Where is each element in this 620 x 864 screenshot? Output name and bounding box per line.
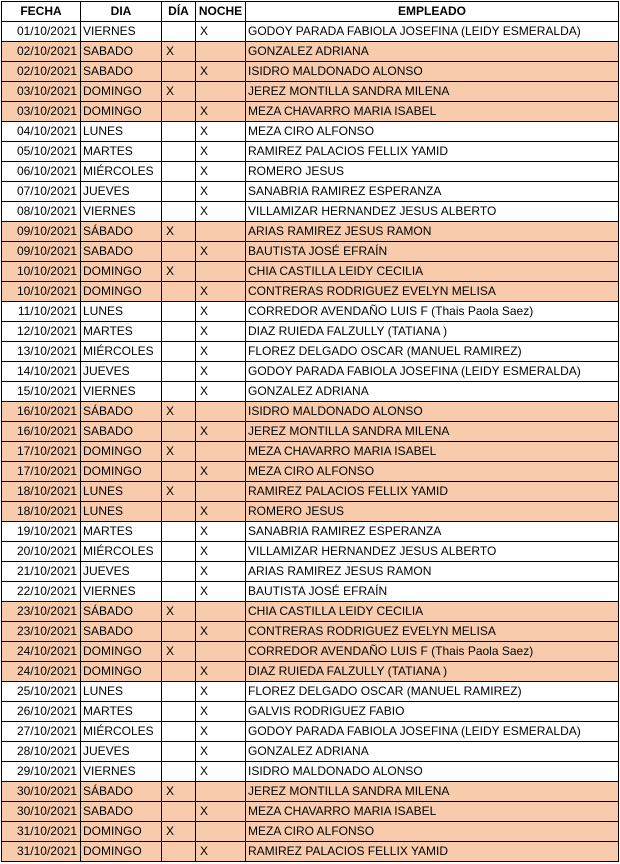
table-row [2, 462, 619, 482]
cell-noche [196, 442, 246, 462]
cell-dia: SABADO [81, 42, 162, 62]
table-row [2, 242, 619, 262]
cell-fecha: 15/10/2021 [2, 382, 81, 402]
cell-fecha: 17/10/2021 [2, 462, 81, 482]
table-row [2, 822, 619, 842]
cell-noche: X [196, 282, 246, 302]
table-row [2, 382, 619, 402]
table-row [2, 442, 619, 462]
cell-dia-turno [162, 182, 196, 202]
cell-empleado: MEZA CIRO ALFONSO [246, 122, 619, 142]
cell-fecha: 05/10/2021 [2, 142, 81, 162]
cell-fecha: 02/10/2021 [2, 42, 81, 62]
cell-empleado: ARIAS RAMIREZ JESUS RAMON [246, 222, 619, 242]
cell-fecha: 19/10/2021 [2, 522, 81, 542]
table-row [2, 322, 619, 342]
table-row [2, 122, 619, 142]
cell-noche [196, 642, 246, 662]
cell-dia: DOMINGO [81, 262, 162, 282]
cell-noche: X [196, 582, 246, 602]
cell-noche: X [196, 682, 246, 702]
cell-noche [196, 822, 246, 842]
cell-dia: DOMINGO [81, 82, 162, 102]
cell-fecha: 17/10/2021 [2, 442, 81, 462]
cell-dia: MARTES [81, 522, 162, 542]
cell-fecha: 26/10/2021 [2, 702, 81, 722]
cell-fecha: 23/10/2021 [2, 602, 81, 622]
cell-fecha: 04/10/2021 [2, 122, 81, 142]
cell-fecha: 18/10/2021 [2, 502, 81, 522]
cell-noche: X [196, 662, 246, 682]
table-row [2, 662, 619, 682]
cell-dia-turno [162, 582, 196, 602]
cell-dia-turno [162, 682, 196, 702]
cell-dia: SÁBADO [81, 222, 162, 242]
cell-noche: X [196, 842, 246, 862]
cell-fecha: 16/10/2021 [2, 402, 81, 422]
table-row [2, 142, 619, 162]
cell-empleado: FLOREZ DELGADO OSCAR (MANUEL RAMIREZ) [246, 682, 619, 702]
cell-dia-turno: X [162, 442, 196, 462]
cell-dia-turno [162, 562, 196, 582]
cell-dia: VIERNES [81, 762, 162, 782]
cell-dia-turno [162, 802, 196, 822]
cell-empleado: BAUTISTA JOSÉ EFRAÍN [246, 582, 619, 602]
cell-dia: MARTES [81, 322, 162, 342]
cell-dia-turno: X [162, 782, 196, 802]
table-row [2, 622, 619, 642]
header-dia: DIA [81, 2, 162, 22]
cell-noche: X [196, 362, 246, 382]
cell-empleado: ISIDRO MALDONADO ALONSO [246, 762, 619, 782]
cell-fecha: 09/10/2021 [2, 222, 81, 242]
header-row [2, 2, 619, 22]
cell-dia: DOMINGO [81, 662, 162, 682]
cell-fecha: 30/10/2021 [2, 802, 81, 822]
cell-fecha: 31/10/2021 [2, 822, 81, 842]
cell-noche: X [196, 182, 246, 202]
table-row [2, 682, 619, 702]
cell-empleado: GONZALEZ ADRIANA [246, 382, 619, 402]
cell-fecha: 10/10/2021 [2, 262, 81, 282]
cell-dia: VIERNES [81, 382, 162, 402]
table-row [2, 562, 619, 582]
cell-dia: SÁBADO [81, 602, 162, 622]
cell-fecha: 03/10/2021 [2, 82, 81, 102]
cell-empleado: ARIAS RAMIREZ JESUS RAMON [246, 562, 619, 582]
cell-dia: SABADO [81, 422, 162, 442]
cell-fecha: 03/10/2021 [2, 102, 81, 122]
cell-empleado: MEZA CIRO ALFONSO [246, 462, 619, 482]
cell-empleado: DIAZ RUIEDA FALZULLY (TATIANA ) [246, 662, 619, 682]
table-row [2, 42, 619, 62]
cell-noche: X [196, 22, 246, 42]
cell-noche: X [196, 722, 246, 742]
cell-dia-turno: X [162, 822, 196, 842]
cell-dia: MIÉRCOLES [81, 722, 162, 742]
cell-dia: LUNES [81, 682, 162, 702]
cell-noche [196, 782, 246, 802]
cell-dia: SABADO [81, 622, 162, 642]
cell-dia-turno [162, 362, 196, 382]
header-empleado: EMPLEADO [246, 2, 619, 22]
table-row [2, 102, 619, 122]
cell-dia: JUEVES [81, 362, 162, 382]
cell-dia: VIERNES [81, 202, 162, 222]
table-row [2, 362, 619, 382]
cell-dia-turno [162, 542, 196, 562]
cell-fecha: 11/10/2021 [2, 302, 81, 322]
cell-noche: X [196, 102, 246, 122]
cell-dia: SÁBADO [81, 782, 162, 802]
cell-fecha: 10/10/2021 [2, 282, 81, 302]
table-row [2, 202, 619, 222]
cell-fecha: 20/10/2021 [2, 542, 81, 562]
schedule-body [2, 22, 619, 862]
cell-noche: X [196, 142, 246, 162]
cell-fecha: 01/10/2021 [2, 22, 81, 42]
cell-fecha: 28/10/2021 [2, 742, 81, 762]
cell-dia-turno [162, 622, 196, 642]
cell-dia: DOMINGO [81, 442, 162, 462]
cell-fecha: 22/10/2021 [2, 582, 81, 602]
table-row [2, 82, 619, 102]
cell-dia-turno [162, 722, 196, 742]
cell-noche: X [196, 162, 246, 182]
schedule-table [1, 1, 619, 862]
cell-dia-turno: X [162, 402, 196, 422]
cell-fecha: 24/10/2021 [2, 662, 81, 682]
cell-noche: X [196, 422, 246, 442]
table-row [2, 542, 619, 562]
cell-dia: VIERNES [81, 22, 162, 42]
cell-dia-turno: X [162, 222, 196, 242]
header-fecha: FECHA [2, 2, 81, 22]
cell-fecha: 12/10/2021 [2, 322, 81, 342]
cell-noche: X [196, 342, 246, 362]
cell-fecha: 14/10/2021 [2, 362, 81, 382]
table-row [2, 262, 619, 282]
cell-empleado: GALVIS RODRIGUEZ FABIO [246, 702, 619, 722]
cell-fecha: 24/10/2021 [2, 642, 81, 662]
cell-noche [196, 82, 246, 102]
cell-noche: X [196, 702, 246, 722]
cell-noche: X [196, 322, 246, 342]
cell-dia-turno: X [162, 262, 196, 282]
cell-fecha: 21/10/2021 [2, 562, 81, 582]
cell-noche [196, 482, 246, 502]
cell-dia: JUEVES [81, 182, 162, 202]
cell-fecha: 27/10/2021 [2, 722, 81, 742]
cell-empleado: ISIDRO MALDONADO ALONSO [246, 62, 619, 82]
cell-fecha: 31/10/2021 [2, 842, 81, 862]
cell-dia-turno [162, 22, 196, 42]
table-row [2, 722, 619, 742]
cell-dia: DOMINGO [81, 842, 162, 862]
cell-empleado: SANABRIA RAMIREZ ESPERANZA [246, 182, 619, 202]
cell-dia-turno [162, 702, 196, 722]
cell-noche: X [196, 502, 246, 522]
table-row [2, 22, 619, 42]
table-row [2, 762, 619, 782]
cell-dia: LUNES [81, 122, 162, 142]
cell-dia-turno: X [162, 482, 196, 502]
cell-dia: VIERNES [81, 582, 162, 602]
table-row [2, 302, 619, 322]
cell-dia-turno [162, 742, 196, 762]
cell-empleado: MEZA CHAVARRO MARIA ISABEL [246, 102, 619, 122]
cell-dia: MIÉRCOLES [81, 162, 162, 182]
cell-dia-turno: X [162, 642, 196, 662]
cell-dia-turno [162, 142, 196, 162]
cell-noche [196, 402, 246, 422]
cell-dia-turno [162, 122, 196, 142]
cell-dia: DOMINGO [81, 282, 162, 302]
cell-noche [196, 262, 246, 282]
cell-dia: LUNES [81, 302, 162, 322]
table-row [2, 482, 619, 502]
table-row [2, 602, 619, 622]
cell-dia: DOMINGO [81, 462, 162, 482]
cell-dia-turno [162, 762, 196, 782]
cell-noche: X [196, 762, 246, 782]
cell-empleado: MEZA CHAVARRO MARIA ISABEL [246, 442, 619, 462]
cell-dia-turno [162, 842, 196, 862]
cell-dia-turno: X [162, 602, 196, 622]
cell-dia-turno [162, 162, 196, 182]
cell-fecha: 07/10/2021 [2, 182, 81, 202]
cell-noche: X [196, 562, 246, 582]
cell-noche: X [196, 302, 246, 322]
table-row [2, 282, 619, 302]
cell-empleado: GODOY PARADA FABIOLA JOSEFINA (LEIDY ESMERALDA) [246, 22, 619, 42]
table-row [2, 62, 619, 82]
cell-noche [196, 42, 246, 62]
cell-noche: X [196, 382, 246, 402]
cell-empleado: CORREDOR AVENDAÑO LUIS F (Thais Paola Saez) [246, 642, 619, 662]
cell-empleado: VILLAMIZAR HERNANDEZ JESUS ALBERTO [246, 202, 619, 222]
cell-empleado: DIAZ RUIEDA FALZULLY (TATIANA ) [246, 322, 619, 342]
cell-dia-turno [162, 522, 196, 542]
cell-fecha: 02/10/2021 [2, 62, 81, 82]
cell-fecha: 30/10/2021 [2, 782, 81, 802]
cell-dia: SÁBADO [81, 402, 162, 422]
header-dia-turno: DÍA [162, 2, 196, 22]
cell-dia-turno: X [162, 42, 196, 62]
cell-empleado: CONTRERAS RODRIGUEZ EVELYN MELISA [246, 622, 619, 642]
cell-dia-turno [162, 202, 196, 222]
cell-dia-turno [162, 662, 196, 682]
cell-empleado: GODOY PARADA FABIOLA JOSEFINA (LEIDY ESMERALDA) [246, 722, 619, 742]
table-row [2, 402, 619, 422]
cell-dia: MARTES [81, 702, 162, 722]
cell-noche [196, 602, 246, 622]
cell-noche: X [196, 62, 246, 82]
cell-noche [196, 222, 246, 242]
cell-empleado: RAMIREZ PALACIOS FELLIX YAMID [246, 842, 619, 862]
cell-empleado: FLOREZ DELGADO OSCAR (MANUEL RAMIREZ) [246, 342, 619, 362]
table-row [2, 342, 619, 362]
cell-dia: LUNES [81, 482, 162, 502]
table-row [2, 802, 619, 822]
table-row [2, 502, 619, 522]
cell-noche: X [196, 242, 246, 262]
table-row [2, 182, 619, 202]
cell-noche: X [196, 522, 246, 542]
cell-dia-turno [162, 322, 196, 342]
cell-dia: DOMINGO [81, 822, 162, 842]
table-row [2, 782, 619, 802]
cell-fecha: 25/10/2021 [2, 682, 81, 702]
cell-dia: SABADO [81, 62, 162, 82]
cell-dia-turno [162, 502, 196, 522]
cell-dia-turno [162, 382, 196, 402]
cell-empleado: JEREZ MONTILLA SANDRA MILENA [246, 782, 619, 802]
cell-empleado: CONTRERAS RODRIGUEZ EVELYN MELISA [246, 282, 619, 302]
cell-dia: JUEVES [81, 562, 162, 582]
cell-dia-turno: X [162, 82, 196, 102]
cell-empleado: SANABRIA RAMIREZ ESPERANZA [246, 522, 619, 542]
cell-empleado: MEZA CHAVARRO MARIA ISABEL [246, 802, 619, 822]
cell-noche: X [196, 622, 246, 642]
cell-dia: MARTES [81, 142, 162, 162]
table-row [2, 222, 619, 242]
cell-empleado: ISIDRO MALDONADO ALONSO [246, 402, 619, 422]
cell-noche: X [196, 202, 246, 222]
cell-empleado: VILLAMIZAR HERNANDEZ JESUS ALBERTO [246, 542, 619, 562]
cell-dia: MIÉRCOLES [81, 542, 162, 562]
cell-dia-turno [162, 282, 196, 302]
cell-fecha: 23/10/2021 [2, 622, 81, 642]
cell-empleado: JEREZ MONTILLA SANDRA MILENA [246, 82, 619, 102]
cell-empleado: CHIA CASTILLA LEIDY CECILIA [246, 262, 619, 282]
cell-fecha: 08/10/2021 [2, 202, 81, 222]
cell-empleado: ROMERO JESUS [246, 162, 619, 182]
cell-empleado: JEREZ MONTILLA SANDRA MILENA [246, 422, 619, 442]
cell-dia: SABADO [81, 802, 162, 822]
cell-dia: LUNES [81, 502, 162, 522]
cell-empleado: GONZALEZ ADRIANA [246, 742, 619, 762]
cell-empleado: GODOY PARADA FABIOLA JOSEFINA (LEIDY ESMERALDA) [246, 362, 619, 382]
cell-dia: MIÉRCOLES [81, 342, 162, 362]
table-row [2, 642, 619, 662]
table-row [2, 702, 619, 722]
cell-fecha: 06/10/2021 [2, 162, 81, 182]
cell-dia: JUEVES [81, 742, 162, 762]
cell-noche: X [196, 462, 246, 482]
cell-dia: DOMINGO [81, 102, 162, 122]
cell-empleado: GONZALEZ ADRIANA [246, 42, 619, 62]
table-row [2, 582, 619, 602]
cell-fecha: 16/10/2021 [2, 422, 81, 442]
table-row [2, 522, 619, 542]
cell-empleado: RAMIREZ PALACIOS FELLIX YAMID [246, 142, 619, 162]
cell-dia-turno [162, 242, 196, 262]
cell-empleado: MEZA CIRO ALFONSO [246, 822, 619, 842]
cell-dia-turno [162, 342, 196, 362]
table-row [2, 422, 619, 442]
cell-dia-turno [162, 422, 196, 442]
cell-noche: X [196, 122, 246, 142]
cell-fecha: 13/10/2021 [2, 342, 81, 362]
cell-fecha: 09/10/2021 [2, 242, 81, 262]
cell-empleado: ROMERO JESUS [246, 502, 619, 522]
table-row [2, 842, 619, 862]
cell-dia: DOMINGO [81, 642, 162, 662]
cell-dia-turno [162, 62, 196, 82]
cell-noche: X [196, 542, 246, 562]
cell-empleado: BAUTISTA JOSÉ EFRAÍN [246, 242, 619, 262]
cell-noche: X [196, 802, 246, 822]
header-noche: NOCHE [196, 2, 246, 22]
cell-dia-turno [162, 462, 196, 482]
table-row [2, 162, 619, 182]
cell-dia-turno [162, 302, 196, 322]
cell-fecha: 18/10/2021 [2, 482, 81, 502]
cell-empleado: CHIA CASTILLA LEIDY CECILIA [246, 602, 619, 622]
cell-dia: SABADO [81, 242, 162, 262]
cell-empleado: CORREDOR AVENDAÑO LUIS F (Thais Paola Saez) [246, 302, 619, 322]
cell-dia-turno [162, 102, 196, 122]
cell-noche: X [196, 742, 246, 762]
cell-fecha: 29/10/2021 [2, 762, 81, 782]
table-row [2, 742, 619, 762]
cell-empleado: RAMIREZ PALACIOS FELLIX YAMID [246, 482, 619, 502]
